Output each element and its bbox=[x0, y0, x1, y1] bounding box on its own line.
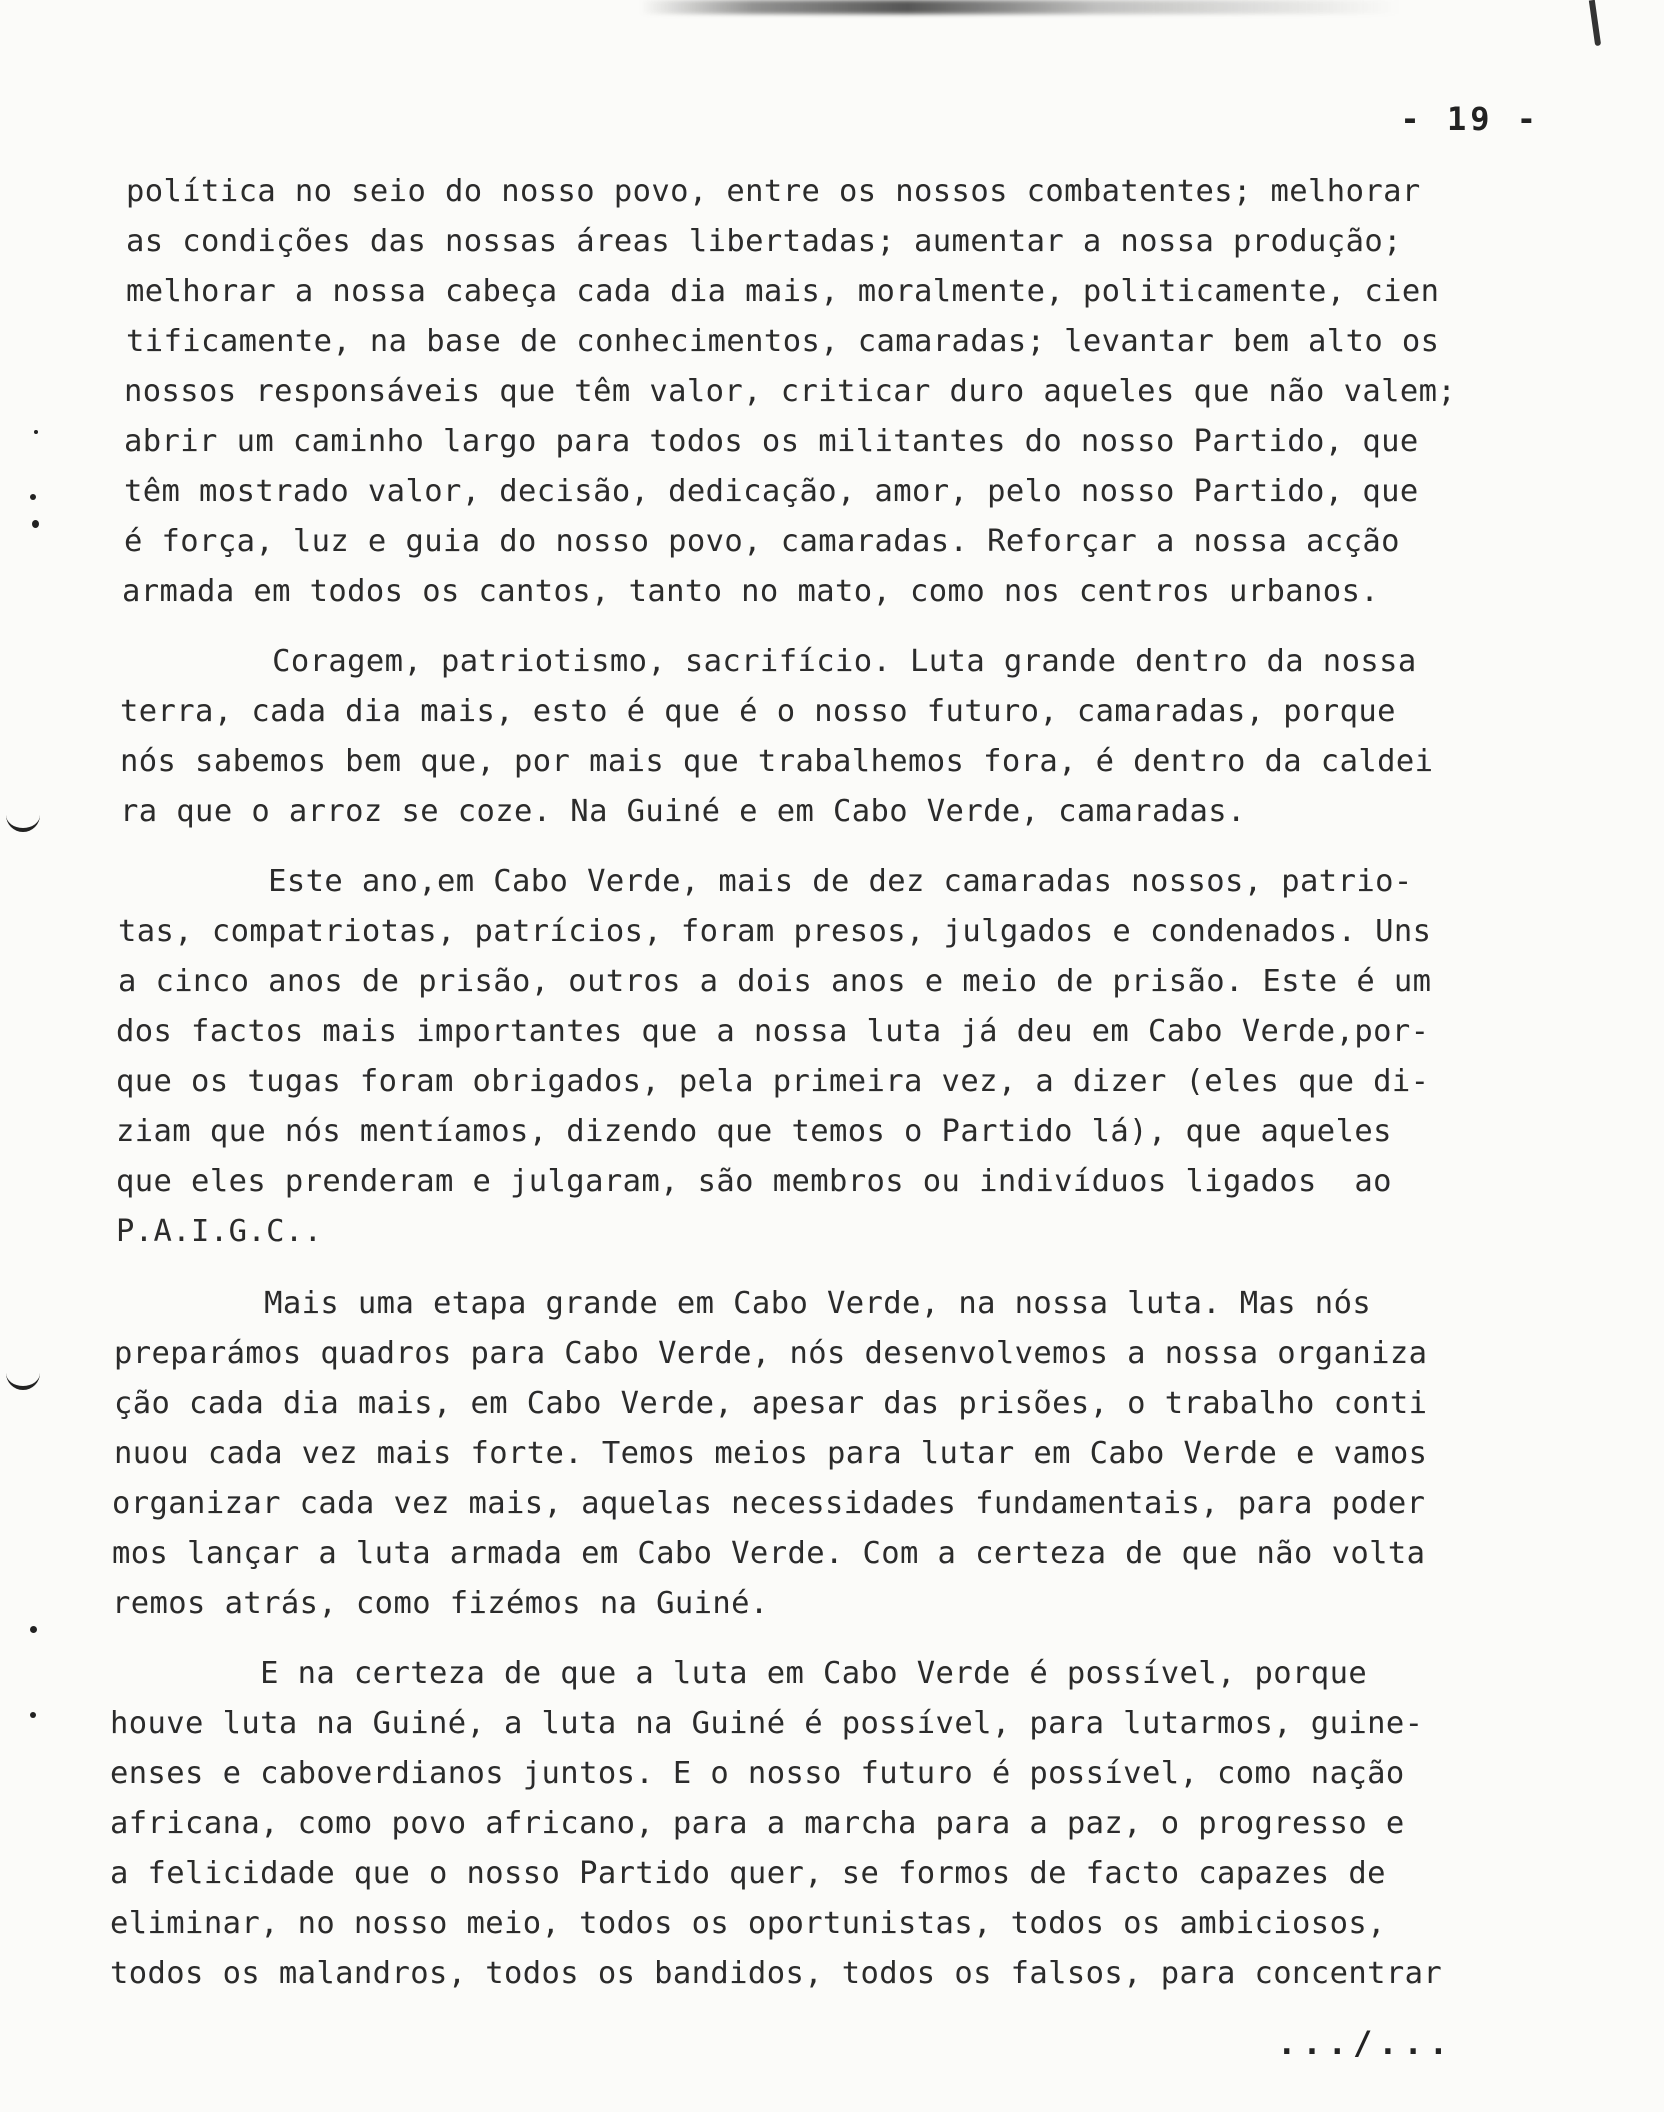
page-number: - 19 - bbox=[1400, 100, 1540, 138]
text-line: ziam que nós mentíamos, dizendo que temos o Partido lá), que aqueles bbox=[116, 1114, 1392, 1149]
text-line: têm mostrado valor, decisão, dedicação, amor, pelo nosso Partido, que bbox=[124, 474, 1419, 509]
text-line: ção cada dia mais, em Cabo Verde, apesar das prisões, o trabalho conti bbox=[114, 1386, 1428, 1421]
margin-dot bbox=[30, 494, 36, 500]
text-line: que os tugas foram obrigados, pela primeira vez, a dizer (eles que di- bbox=[116, 1064, 1430, 1099]
margin-dot bbox=[30, 1712, 36, 1718]
text-line: remos atrás, como fizémos na Guiné. bbox=[112, 1586, 769, 1621]
text-line: todos os malandros, todos os bandidos, todos os falsos, para concentrar bbox=[110, 1956, 1443, 1991]
text-line: houve luta na Guiné, a luta na Guiné é possível, para lutarmos, guine- bbox=[110, 1706, 1424, 1741]
text-line: nossos responsáveis que têm valor, criticar duro aqueles que não valem; bbox=[124, 374, 1457, 409]
text-line: que eles prenderam e julgaram, são membros ou indivíduos ligados ao bbox=[116, 1164, 1392, 1199]
scan-artifact-top bbox=[640, 0, 1400, 14]
margin-dot bbox=[32, 520, 39, 528]
text-line: tificamente, na base de conhecimentos, camaradas; levantar bem alto os bbox=[126, 324, 1440, 359]
continuation-mark: .../... bbox=[1277, 2024, 1454, 2062]
text-line: as condições das nossas áreas libertadas; aumentar a nossa produção; bbox=[126, 224, 1402, 259]
text-line: melhorar a nossa cabeça cada dia mais, moralmente, politicamente, cien bbox=[126, 274, 1440, 309]
text-line: é força, luz e guia do nosso povo, camaradas. Reforçar a nossa acção bbox=[124, 524, 1400, 559]
scan-artifact-corner bbox=[1589, 0, 1601, 46]
text-line: a cinco anos de prisão, outros a dois anos e meio de prisão. Este é um bbox=[118, 964, 1432, 999]
text-line: P.A.I.G.C.. bbox=[116, 1214, 323, 1249]
margin-bracket bbox=[6, 806, 40, 832]
text-line: Este ano,em Cabo Verde, mais de dez camaradas nossos, patrio- bbox=[118, 864, 1413, 899]
margin-dot bbox=[30, 1626, 37, 1633]
text-line: enses e caboverdianos juntos. E o nosso futuro é possível, como nação bbox=[110, 1756, 1405, 1791]
margin-bracket bbox=[6, 1364, 40, 1390]
text-line: abrir um caminho largo para todos os militantes do nosso Partido, que bbox=[124, 424, 1419, 459]
margin-dot bbox=[34, 430, 38, 434]
text-line: mos lançar a luta armada em Cabo Verde. Com a certeza de que não volta bbox=[112, 1536, 1426, 1571]
text-line: nós sabemos bem que, por mais que trabalhemos fora, é dentro da caldei bbox=[120, 744, 1434, 779]
text-line: Mais uma etapa grande em Cabo Verde, na nossa luta. Mas nós bbox=[114, 1286, 1372, 1321]
text-line: tas, compatriotas, patrícios, foram presos, julgados e condenados. Uns bbox=[118, 914, 1432, 949]
text-line: preparámos quadros para Cabo Verde, nós desenvolvemos a nossa organiza bbox=[114, 1336, 1428, 1371]
text-line: E na certeza de que a luta em Cabo Verde é possível, porque bbox=[110, 1656, 1368, 1691]
text-line: eliminar, no nosso meio, todos os oportunistas, todos os ambiciosos, bbox=[110, 1906, 1386, 1941]
text-line: organizar cada vez mais, aquelas necessidades fundamentais, para poder bbox=[112, 1486, 1426, 1521]
text-line: armada em todos os cantos, tanto no mato, como nos centros urbanos. bbox=[122, 574, 1380, 609]
text-line: a felicidade que o nosso Partido quer, se formos de facto capazes de bbox=[110, 1856, 1386, 1891]
text-line: terra, cada dia mais, esto é que é o nosso futuro, camaradas, porque bbox=[120, 694, 1396, 729]
text-line: Coragem, patriotismo, sacrifício. Luta grande dentro da nossa bbox=[122, 644, 1417, 679]
text-line: nuou cada vez mais forte. Temos meios para lutar em Cabo Verde e vamos bbox=[114, 1436, 1428, 1471]
text-line: política no seio do nosso povo, entre os nossos combatentes; melhorar bbox=[126, 174, 1421, 209]
text-line: africana, como povo africano, para a marcha para a paz, o progresso e bbox=[110, 1806, 1405, 1841]
text-line: dos factos mais importantes que a nossa luta já deu em Cabo Verde,por- bbox=[116, 1014, 1430, 1049]
text-line: ra que o arroz se coze. Na Guiné e em Cabo Verde, camaradas. bbox=[120, 794, 1246, 829]
